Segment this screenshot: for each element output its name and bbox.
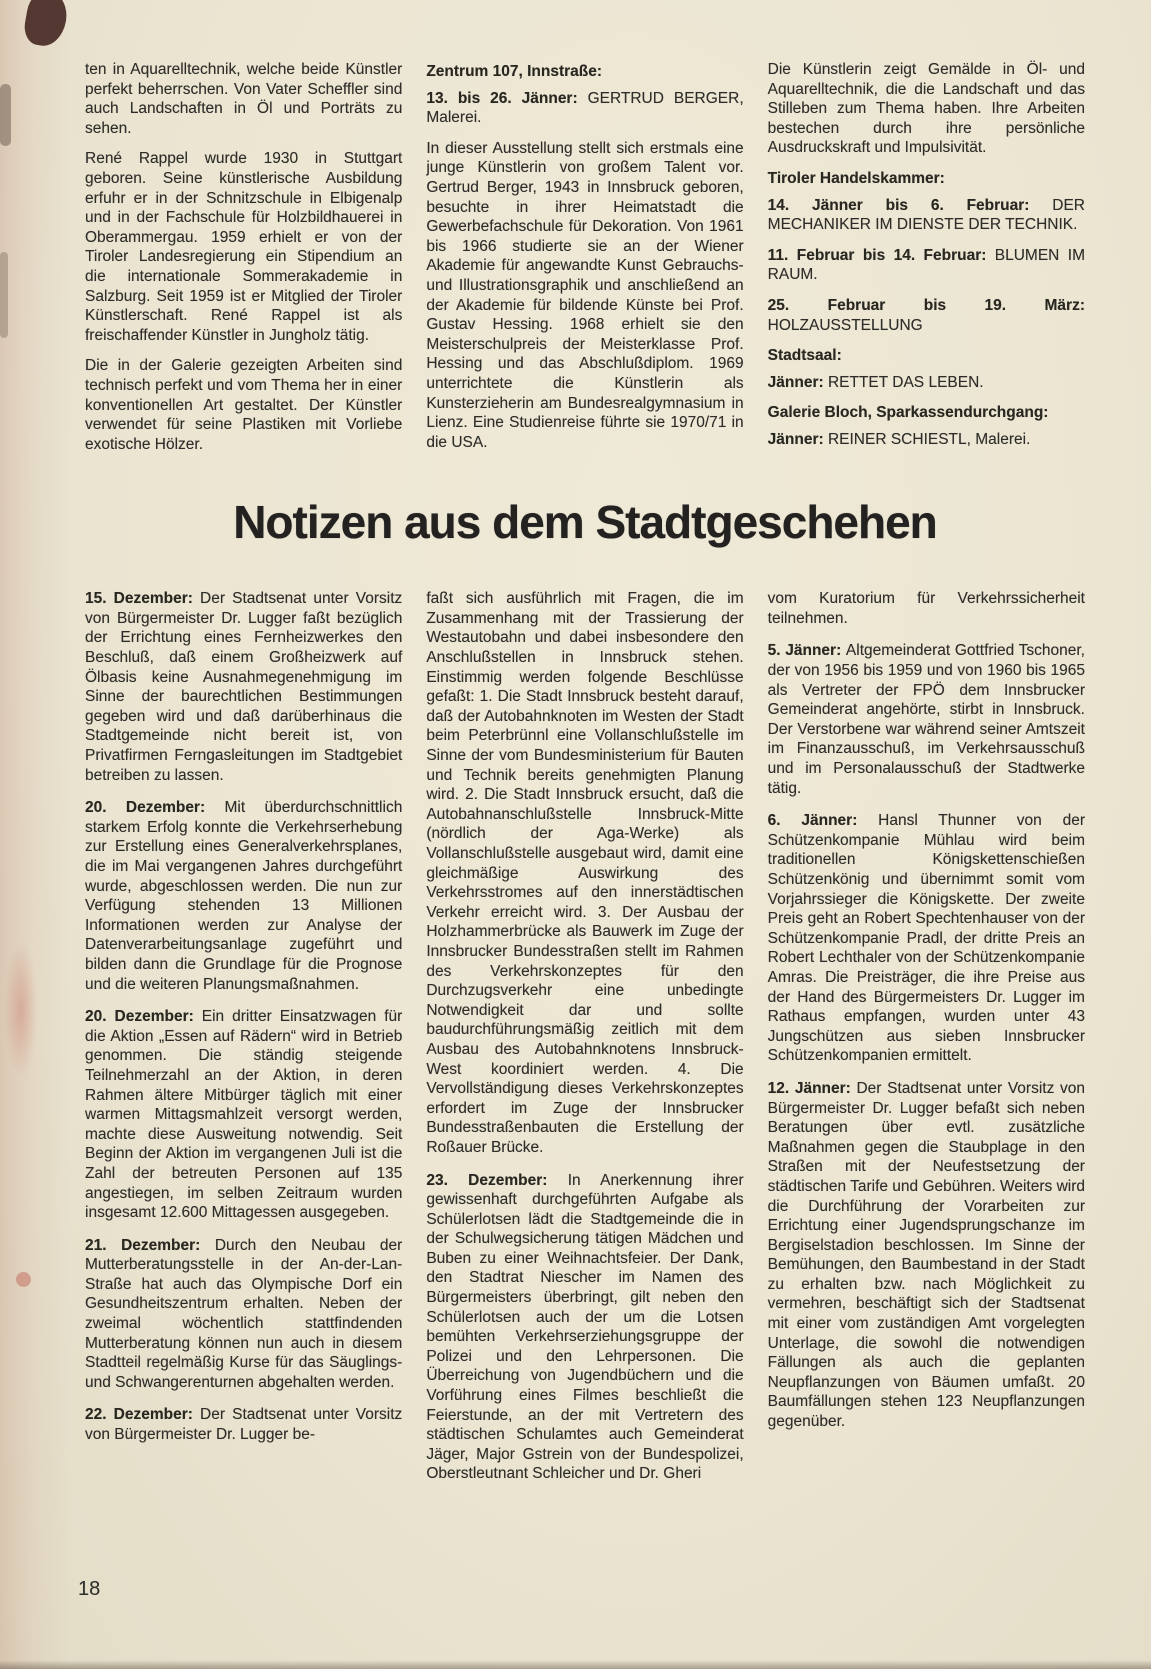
bold-lead: 14. Jänner bis 6. Februar: bbox=[767, 196, 1053, 214]
paragraph: Jänner: RETTET DAS LEBEN. bbox=[767, 373, 984, 391]
bold-lead: Jänner: bbox=[767, 373, 828, 391]
bold-lead: 25. Februar bis 19. März: bbox=[767, 296, 1085, 314]
paragraph: 23. Dezember: In Anerkennung ihrer gewissenhaft durchgeführten Aufgabe als Schülerlotsen lädt die Stadtgemeinde die in der Schulwegsicherung tätigen Mädchen und Buben zu einer Weihnachtsfeier. Der Dank, den Stadtrat Niescher im Namen des Bürgermeisters überbringt, gilt neben den Schülerlotsen auch der um die Lotsen bemühten Verkehrserziehungsgruppe der Polizei und den Lehrpersonen. Die Überreichung von Jugendbüchern und die Vorführung eines Filmes beschließt die Feierstunde, an der mit Vertretern des städtischen Schulamtes auch Gemeinderat Jäger, Major Gstrein von der Bundespolizei, Oberstleutnant Schleicher und Dr. Gheri bbox=[426, 1171, 744, 1483]
paragraph: 20. Dezember: Mit überdurchschnittlich starkem Erfolg konnte die Verkehrserhebung zur Erstellung eines Generalverkehrsplanes, die im Mai vergangenen Jahres durchgeführt wurde, abgeschlossen werden. Die nun zur Verfügung stehenden 13 Millionen Informationen werden zur Analyse der Datenverarbeitungsanlage zugeführt und bilden dann die Grundlage für die Prognose und die weiteren Planungsmaßnahmen. bbox=[85, 799, 403, 993]
news-column-left bbox=[85, 589, 402, 1497]
paragraph: 14. Jänner bis 6. Februar: DER MECHANIKER IM DIENSTE DER TECHNIK. bbox=[767, 196, 1085, 234]
bold-lead: 20. Dezember: bbox=[85, 1008, 202, 1026]
paragraph: Jänner: REINER SCHIESTL, Malerei. bbox=[767, 430, 1031, 448]
news-section bbox=[85, 589, 1085, 1497]
bold-lead: 21. Dezember: bbox=[85, 1236, 215, 1254]
bold-lead: 12. Jänner: bbox=[767, 1079, 857, 1097]
subheading-text: Zentrum 107, Innstraße: bbox=[426, 63, 603, 80]
news-column-middle bbox=[426, 589, 743, 1497]
subheading bbox=[768, 403, 1085, 423]
bold-lead: 23. Dezember: bbox=[426, 1171, 568, 1189]
page-number: 18 bbox=[78, 1578, 101, 1600]
paragraph: Die in der Galerie gezeigten Arbeiten sind technisch perfekt und vom Thema her in einer konventionellen Art gestaltet. Der Künstler verwendet für seine Plastiken mit Vorliebe exotische Hölzer. bbox=[85, 357, 403, 453]
paragraph: 22. Dezember: Der Stadtsenat unter Vorsitz von Bürgermeister Dr. Lugger be- bbox=[85, 1406, 403, 1444]
paragraph: ten in Aquarelltechnik, welche beide Künstler perfekt beherrschen. Von Vater Scheffler sind auch Landschaften in Öl und Porträts zu sehen. bbox=[85, 61, 403, 137]
bold-lead: 11. Februar bis 14. Februar: bbox=[767, 246, 995, 264]
subheading-text: Stadtsaal: bbox=[767, 347, 842, 365]
bold-lead: 22. Dezember: bbox=[85, 1406, 201, 1424]
section-headline: Notizen aus dem Stadtgeschehen bbox=[233, 496, 937, 549]
top-article-section bbox=[85, 60, 1085, 465]
paragraph: 15. Dezember: Der Stadtsenat unter Vorsitz von Bürgermeister Dr. Lugger faßt bezüglich der Errichtung eines Fernheizwerkes den Beschluß, daß einem Großheizwerk auf Ölbasis keine Ausnahmegenehmigung im Sinne der baurechtlichen Bestimmungen gegeben wird und daß darüberhinaus die Stadtgemeinde nicht bereit ist, von Privatfirmen Ferngasleitungen im Stadtgebiet betreiben zu lassen. bbox=[85, 590, 403, 784]
paragraph: 21. Dezember: Durch den Neubau der Mutterberatungsstelle in der An-der-Lan-Straße hat auch das Olympische Dorf ein Gesundheitszentrum erhalten. Neben der zweimal wöchentlich stattfindenden Mutterberatung können nun auch in diesem Stadtteil regelmäßig Kurse für das Säuglings- und Schwangerenturnen abgehalten werden. bbox=[85, 1236, 403, 1391]
paragraph: faßt sich ausführlich mit Fragen, die im Zusammenhang mit der Trassierung der Westautobahn und dabei insbesondere den Anschlußstellen in Innsbruck stehen. Einstimmig werden folgende Beschlüsse gefaßt: 1. Die Stadt Innsbruck besteht darauf, daß der Autobahnknoten im Westen der Stadt beim Peterbrünnl eine Vollanschlußstelle im Sinne der vom Bundesministerium für Bauten und Technik bereits genehmigten Planung wird. 2. Die Stadt Innsbruck ersucht, daß die Autobahnanschlußstelle Innsbruck-Mitte (nördlich der Aga-Werke) als Vollanschlußstelle ausgebaut wird, damit eine gleichmäßige Auswirkung des Verkehrsstromes auf den innerstädtischen Verkehr erreicht wird. 3. Der Ausbau der Holzhammerbrücke als Bauwerk im Zuge der Innsbrucker Bundesstraßen stellt im Rahmen des Verkehrskonzeptes für den Durchzugsverkehr eine unbedingte Notwendigkeit dar und sollte baudurchführungsmäßig zeitlich mit dem Ausbau des Autobahnknotens Innsbruck-West koordiniert werden. 4. Die Vervollständigung dieses Verkehrskonzeptes erfordert im Zuge der Innsbrucker Bundesstraßenbauten die Erstellung der Roßauer Brücke. bbox=[426, 590, 744, 1156]
paragraph: 6. Jänner: Hansl Thunner von der Schützenkompanie Mühlau wird beim traditionellen Königskettenschießen Schützenkönig und übernimmt somit vom Vorjahrssieger die Königskette. Der zweite Preis geht an Robert Spechtenhauser von der Schützenkompanie Pradl, der dritte Preis an Robert Lechthaler von der Schützenkompanie Amras. Die Preisträger, die ihre Preise aus der Hand des Bürgermeisters Dr. Lugger im Rathaus empfangen, wurden unter 43 Jungschützen aus sieben Innsbrucker Schützenkompanien ermittelt. bbox=[767, 812, 1085, 1065]
paragraph: In dieser Ausstellung stellt sich erstmals eine junge Künstlerin von großem Talent vor. Gertrud Berger, 1943 in Innsbruck geboren, besuchte in ihrer Heimatstadt die Gewerbefachschule für Dekoration. Von 1961 bis 1966 studierte sie an der Wiener Akademie für angewandte Kunst Gebrauchs- und Illustrationsgraphik und anschließend an der Akademie für bildende Künste bei Prof. Gustav Hessing. 1968 erhielt sie den Meisterschulpreis der Meisterklasse Prof. Hessing und das Abschlußdiplom. 1969 unterrichtete die Künstlerin als Kunsterzieherin am Bundesrealgymnasium in Lienz. Eine Studienreise führte sie 1970/71 in die USA. bbox=[426, 139, 744, 451]
bold-lead: 5. Jänner: bbox=[767, 642, 846, 660]
bold-lead: 6. Jänner: bbox=[767, 812, 879, 830]
paragraph: vom Kuratorium für Verkehrssicherheit teilnehmen. bbox=[767, 590, 1085, 627]
article-column-right bbox=[768, 60, 1085, 465]
bold-lead: 20. Dezember: bbox=[85, 799, 225, 817]
subheading bbox=[426, 62, 743, 82]
paragraph: Die Künstlerin zeigt Gemälde in Öl- und Aquarelltechnik, die die Landschaft und das Stilleben zum Thema haben. Ihre Arbeiten bestechen durch ihre persönliche Ausdruckskraft und Impulsivität. bbox=[767, 61, 1085, 157]
paragraph: 25. Februar bis 19. März: HOLZAUSSTELLUNG bbox=[767, 296, 1085, 334]
bold-lead: Jänner: bbox=[767, 430, 828, 448]
subheading bbox=[768, 346, 1085, 366]
paragraph: 12. Jänner: Der Stadtsenat unter Vorsitz von Bürgermeister Dr. Lugger befaßt sich neben Beratungen über evtl. zusätzliche Maßnahmen gegen die Staubplage in den Straßen mit der Neufestsetzung der städtischen Tarife und Gebühren. Weiters wird die Durchführung der Vorarbeiten zur Errichtung einer Jugendsprungschanze im Bergiselstadion beschlossen. Im Sinne der Bemühungen, den Baumbestand in der Stadt zu erhalten bzw. nach Möglichkeit zu vermehren, beschäftigt sich der Stadtsenat mit einer vom zuständigen Amt vorgelegten Unterlage, die sowohl die notwendigen Fällungen als auch die geplanten Neupflanzungen von Bäumen umfaßt. 20 Baumfällungen stehen 123 Neupflanzungen gegenüber. bbox=[767, 1079, 1085, 1431]
paragraph: 13. bis 26. Jänner: GERTRUD BERGER, Malerei. bbox=[426, 89, 744, 127]
scan-edge-shadow bbox=[0, 1660, 1151, 1669]
subheading-text: Tiroler Handelskammer: bbox=[767, 169, 945, 187]
article-column-left bbox=[85, 60, 402, 465]
bold-lead: 15. Dezember: bbox=[85, 590, 201, 608]
article-column-middle bbox=[426, 60, 743, 465]
paragraph: René Rappel wurde 1930 in Stuttgart geboren. Seine künstlerische Ausbildung erfuhr er in der Schnitzschule in Elbigenalp und in der Fachschule für Holzbildhauerei in Oberammergau. 1959 erhielt er von der Tiroler Landesregierung ein Stipendium an die internationale Sommerakademie in Salzburg. Seit 1959 ist er Mitglied der Tiroler Künstlerschaft. René Rappel ist als freischaffender Künstler in Jungholz tätig. bbox=[85, 150, 403, 344]
bold-lead: 13. bis 26. Jänner: bbox=[426, 89, 588, 107]
subheading bbox=[768, 169, 1085, 189]
paragraph: 11. Februar bis 14. Februar: BLUMEN IM RAUM. bbox=[767, 246, 1085, 284]
paragraph: 5. Jänner: Altgemeinderat Gottfried Tschoner, der von 1956 bis 1959 und von 1960 bis 1965 als Vertreter der FPÖ dem Innsbrucker Gemeinderat angehörte, stirbt in Innsbruck. Der Verstorbene war während seiner Amtszeit im Finanzausschuß, im Verkehrsausschuß und im Personalausschuß der Stadtwerke tätig. bbox=[767, 642, 1085, 797]
paragraph: 20. Dezember: Ein dritter Einsatzwagen für die Aktion „Essen auf Rädern“ wird in Betrieb genommen. Die ständig steigende Teilnehmerzahl an der Aktion, in deren Rahmen ältere Mitbürger täglich mit einer warmen Mittagsmahlzeit versorgt werden, machte diese Ausweitung notwendig. Seit Beginn der Aktion im vergangenen Juli ist die Zahl der betreuten Personen auf 135 angestiegen, im selben Zeitraum wurden insgesamt 12.600 Mittagessen ausgegeben. bbox=[85, 1008, 403, 1222]
subheading-text: Galerie Bloch, Sparkassendurchgang: bbox=[767, 404, 1049, 422]
news-column-right bbox=[768, 589, 1085, 1497]
